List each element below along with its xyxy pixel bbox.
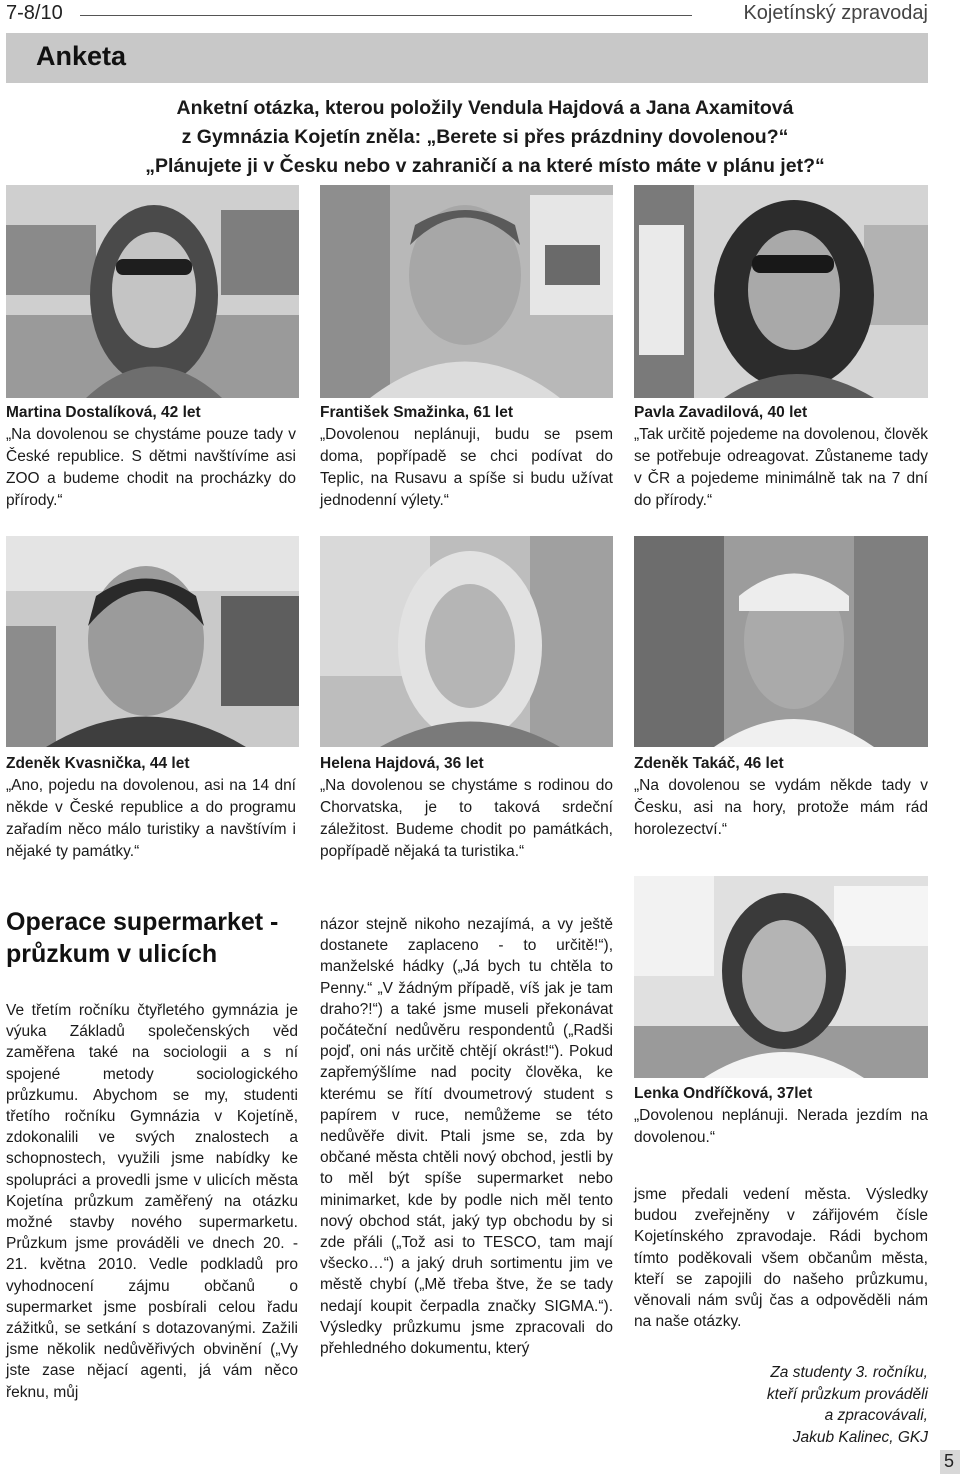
respondent-name: Zdeněk Kvasnička, 44 let xyxy=(6,755,190,772)
article-signature xyxy=(634,1362,928,1448)
portrait-photo-kvasnicka xyxy=(6,536,299,747)
publication-name: Kojetínský zpravodaj xyxy=(743,2,928,24)
respondent-answer: „Na dovolenou se vydám někde tady v Česku, asi na hory, protože mám rád horolezectví.“ xyxy=(634,777,928,838)
portrait-photo-smazinka xyxy=(320,185,613,398)
signature-line: Jakub Kalinec, GKJ xyxy=(792,1428,928,1446)
section-title-anketa: Anketa xyxy=(36,41,127,71)
issue-number: 7-8/10 xyxy=(6,2,63,24)
respondent-answer: „Tak určitě pojedeme na dovolenou, člověk se potřebuje odreagovat. Zůstaneme tady v ČR a pojedeme minimálně tak na 7 dní do přírody.“ xyxy=(634,426,928,509)
header-rule xyxy=(80,15,692,16)
signature-line: kteří průzkum prováděli xyxy=(766,1385,928,1403)
article-title: Operace supermarket - průzkum v ulicích xyxy=(6,908,279,968)
article-column-1: Ve třetím ročníku čtyřletého gymnázia je výuka Základů společenských věd zaměřena také na sociologii a s ní spojené metody sociologického průzkumu. Abychom se my, studenti třetího ročníku Gymnázia v Kojetíně, zdokonalili ve svých znalostech a schopnostech, využili jsme nabídky ke spolupráci a provedli jsme v ulicích města Kojetína průzkum zaměřený na otázku možné stavby nového supermarketu. Průzkum jsme prováděli ve dnech 20. - 21. května 2010. Vedle podkladů pro vyhodnocení zájmu občanů o supermarket jsme posbírali celou řadu zážitků, se setkání s dotazovanými. Zažili jsme několik nedůvěřivých obvinění („Vy jste zase nějací agenti, já vám něco řeknu, můj xyxy=(6,1002,298,1401)
respondent-name: Zdeněk Takáč, 46 let xyxy=(634,755,784,772)
respondent-name: Lenka Ondříčková, 37let xyxy=(634,1085,813,1102)
signature-line: Za studenty 3. ročníku, xyxy=(770,1364,928,1381)
section-banner xyxy=(6,33,928,83)
respondent-caption xyxy=(634,1083,928,1149)
question-line: „Plánujete ji v Česku nebo v zahraničí a na které místo máte v plánu jet?“ xyxy=(145,155,825,177)
respondent-caption xyxy=(6,753,296,863)
respondent-answer: „Dovolenou neplánuji. Nerada jezdím na dovolenou.“ xyxy=(634,1107,928,1146)
article-column-3: jsme předali vedení města. Výsledky budou zveřejněny v zářijovém čísle Kojetínského zpravodaje. Rádi bychom tímto poděkovali všem občanům města, kteří se zapojili do našeho průzkumu, věnovali nám svůj čas a odpověděli nám na naše otázky. xyxy=(634,1186,928,1331)
portrait-photo-dostalikova xyxy=(6,185,299,398)
respondent-caption xyxy=(320,402,613,512)
respondent-answer: „Ano, pojedu na dovolenou, asi na 14 dní někde v České republice a do programu zařadím něco málo turistiky a navštívím i nějaké ty památky.“ xyxy=(6,777,296,860)
respondent-name: Helena Hajdová, 36 let xyxy=(320,755,484,772)
question-line: Anketní otázka, kterou položily Vendula Hajdová a Jana Axamitová xyxy=(176,97,794,119)
respondent-name: Pavla Zavadilová, 40 let xyxy=(634,404,808,421)
respondent-caption xyxy=(634,402,928,512)
portrait-photo-hajdova xyxy=(320,536,613,747)
respondent-answer: „Na dovolenou se chystáme s rodinou do Chorvatska, je to taková srdeční záležitost. Budeme chodit po památkách, popřípadě nějaká ta turistika.“ xyxy=(320,777,613,860)
respondent-answer: „Na dovolenou se chystáme pouze tady v České republice. S dětmi navštívíme asi ZOO a budeme chodit na procházky do přírody.“ xyxy=(6,426,296,509)
article-column-2: názor stejně nikoho nezajímá, a vy ještě dostanete zaplaceno - to určitě!“), manželské hádky („Já bych tu chtěla to Penny.“ „V žádným případě, víš jak je tam draho?!“) a také jsme museli překonávat počáteční nedůvěru respondentů („Radši pojď, oni nás určitě chtějí okrást!“). Pokud zapřemýšlíme nad pocity člověka, ke kterému se řítí dvoumetrový student s papírem v ruce, nemůžeme se této nedůvěře divit. Ptali jsme se, zda by občané města chtěli nový obchod, jestli by to měl být spíše supermarket nebo minimarket, kde by podle nich měl tento nový obchod stát, jaký typ obchodu by si zde přáli („Tož asi to TESCO, tam mají všecko…“) a jaký druh sortimentu jim ve městě chybí („Mě třeba štve, že se tady nedají koupit čerpadla značky SIGMA.“). Výsledky průzkumu jsme zpracovali do přehledného dokumentu, který xyxy=(320,916,613,1358)
signature-line: a zpracovávali, xyxy=(824,1407,928,1424)
survey-question xyxy=(40,94,930,181)
respondent-name: František Smažinka, 61 let xyxy=(320,404,513,421)
question-line: z Gymnázia Kojetín zněla: „Berete si přes prázdniny dovolenou?“ xyxy=(181,126,789,148)
portrait-photo-ondrickova xyxy=(634,876,928,1078)
respondent-caption xyxy=(6,402,296,512)
portrait-photo-takac xyxy=(634,536,928,747)
portrait-photo-zavadilova xyxy=(634,185,928,398)
respondent-answer: „Dovolenou neplánuji, budu se psem doma, popřípadě se chci podívat do Teplic, na Rusavu a spíše si budu užívat jednodenní výlety.“ xyxy=(320,426,613,509)
respondent-caption xyxy=(320,753,613,863)
page-number: 5 xyxy=(944,1451,955,1471)
page-number-box xyxy=(940,1450,960,1474)
respondent-name: Martina Dostalíková, 42 let xyxy=(6,404,201,421)
respondent-caption xyxy=(634,753,928,841)
